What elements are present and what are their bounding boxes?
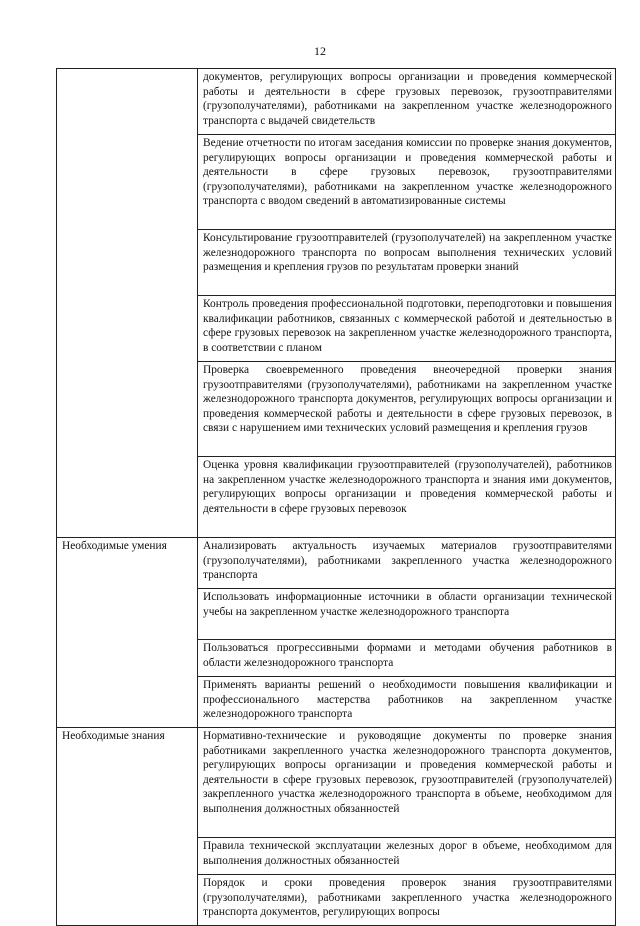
cell-text: Консультирование грузоотправителей (грузополучателей) на закрепленном участке железнодорожного транспорта по вопросам выполнения технических условий размещения и крепления грузов по результатам проверки знаний <box>203 232 612 274</box>
row-text <box>198 362 616 457</box>
cell-text: Анализировать актуальность изучаемых материалов грузоотправителями (грузополучателями), работниками закрепленного участка железнодорожного транспорта <box>203 540 612 582</box>
cell-text: Оценка уровня квалификации грузоотправителей (грузополучателей), работников на закрепленном участке железнодорожного транспорта и знания ими документов, регулирующих вопросы организации и проведения коммерческой работы и деятельности в сфере грузовых перевозок <box>203 459 612 515</box>
row-text <box>198 230 616 296</box>
cell-text: Правила технической эксплуатации железных дорог в объеме, необходимом для выполнения должностных обязанностей <box>203 840 612 867</box>
row-text <box>198 838 616 875</box>
requirements-table <box>56 68 616 926</box>
row-text <box>198 728 616 838</box>
row-label-labor-actions <box>57 69 198 538</box>
row-label-necessary-skills: Необходимые умения <box>57 538 198 728</box>
row-text <box>198 69 616 135</box>
row-text <box>198 296 616 362</box>
row-text <box>198 589 616 640</box>
cell-text: документов, регулирующих вопросы организации и проведения коммерческой работы и деятельности в сфере грузовых перевозок, грузоотправителями (грузополучателями), работниками на закрепленном участке железнодорожного транспорта с выдачей свидетельств <box>203 71 612 127</box>
cell-text: Проверка своевременного проведения внеочередной проверки знания грузоотправителями (грузополучателями), работниками на закрепленном участке железнодорожного транспорта документов, регулирующих вопросы организации и проведения коммерческой работы и деятельности в сфере грузовых перевозок, в связи с нарушением ими технических условий размещения и крепления грузов <box>203 364 612 435</box>
cell-text: Нормативно-технические и руководящие документы по проверке знания работниками закрепленного участка железнодорожного транспорта документов, регулирующих вопросы организации и проведения коммерческой работы и деятельности в сфере грузовых перевозок, грузоотправителей (грузополучателей) закрепленного участка железнодорожного транспорта в объеме, необходимом для выполнения должностных обязанностей <box>203 730 612 815</box>
row-text <box>198 875 616 926</box>
table-row <box>57 728 616 838</box>
cell-text: Контроль проведения профессиональной подготовки, переподготовки и повышения квалификации работников, связанных с коммерческой работой и деятельностью в сфере грузовых перевозок на закрепленном участке железнодорожного транспорта, в соответствии с планом <box>203 298 612 354</box>
row-text <box>198 538 616 589</box>
requirements-table-body <box>57 69 616 926</box>
row-label-necessary-knowledge: Необходимые знания <box>57 728 198 926</box>
cell-text: Применять варианты решений о необходимости повышения квалификации и профессионального мастерства работников на закрепленном участке железнодорожного транспорта <box>203 679 612 721</box>
table-row <box>57 69 616 135</box>
cell-text: Ведение отчетности по итогам заседания комиссии по проверке знания документов, регулирующих вопросы организации и проведения коммерческой работы и деятельности в сфере грузовых перевозок, грузоотправителями (грузополучателями), работниками на закрепленном участке железнодорожного транспорта с вводом сведений в автоматизированные системы <box>203 137 612 208</box>
row-text <box>198 457 616 538</box>
table-row <box>57 538 616 589</box>
row-text <box>198 677 616 728</box>
page-number: 12 <box>314 44 326 58</box>
cell-text: Пользоваться прогрессивными формами и методами обучения работников в области железнодорожного транспорта <box>203 642 612 669</box>
cell-text: Использовать информационные источники в области организации технической учебы на закрепленном участке железнодорожного транспорта <box>203 591 612 618</box>
cell-text: Порядок и сроки проведения проверок знания грузоотправителями (грузополучателями), работниками закрепленного участка железнодорожного транспорта документов, регулирующих вопросы <box>203 877 612 919</box>
row-text <box>198 640 616 677</box>
row-text <box>198 135 616 230</box>
